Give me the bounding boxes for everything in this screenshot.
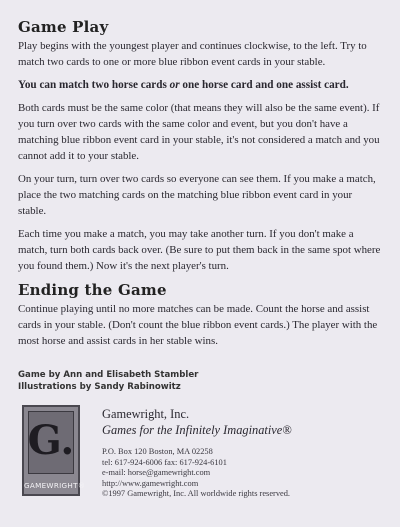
- company-name: Gamewright, Inc.: [102, 407, 190, 421]
- logo-wordmark: GAMEWRIGHT®: [24, 481, 86, 490]
- ending-text: Continue playing until no more matches can be made. Count the horse and assist cards in your stable. (Don't count the blue ribbon event cards.) The player with the most horse and assist cards in her stable wins.: [18, 303, 378, 347]
- match-rule-part2: one horse card and one assist card.: [179, 79, 349, 91]
- gamewright-logo: [22, 405, 86, 496]
- company-tagline: Games for the Infinitely Imaginative®: [102, 423, 292, 437]
- credits: [18, 369, 382, 393]
- copyright: ©1997 Gamewright, Inc. All worldwide rights reserved.: [102, 489, 291, 498]
- game-play-heading: Game Play: [18, 18, 109, 36]
- ending-heading: Ending the Game: [18, 281, 167, 299]
- company-address: P.O. Box 120 Boston, MA 02258: [102, 447, 213, 456]
- game-play-intro: Play begins with the youngest player and continues clockwise, to the left. Try to match two cards to one or more blue ribbon event cards in your stable.: [18, 40, 367, 68]
- extra-turn-rule: Each time you make a match, you may take another turn. If you don't make a match, turn both cards back over. (Be sure to put them back in the same spot where you found them.) Now it's the next player's turn.: [18, 228, 381, 272]
- match-rule: [18, 77, 382, 93]
- same-color-rule: Both cards must be the same color (that means they will also be the same event). If you turn over two cards with the same color and event, but you don't have a matching blue ribbon event card in your stable, it's not considered a match and you cannot add it to your stable.: [18, 102, 380, 162]
- game-credit: Game by Ann and Elisabeth Stambler: [18, 370, 199, 380]
- company-phone: tel: 617-924-6006 fax: 617-924-6101: [102, 457, 227, 467]
- match-rule-or: or: [169, 79, 180, 91]
- match-rule-part1: You can match two horse cards: [18, 79, 170, 91]
- company-url[interactable]: http://www.gamewright.com: [102, 478, 199, 488]
- footer: [18, 405, 382, 500]
- turn-rule: On your turn, turn over two cards so everyone can see them. If you make a match, place the two matching cards on the matching blue ribbon event card in your stable.: [18, 173, 376, 217]
- logo-letter: G.: [27, 417, 75, 464]
- company-email[interactable]: e-mail: horse@gamewright.com: [102, 468, 211, 477]
- illustration-credit: Illustrations by Sandy Rabinowitz: [18, 382, 181, 392]
- company-info: [102, 405, 292, 500]
